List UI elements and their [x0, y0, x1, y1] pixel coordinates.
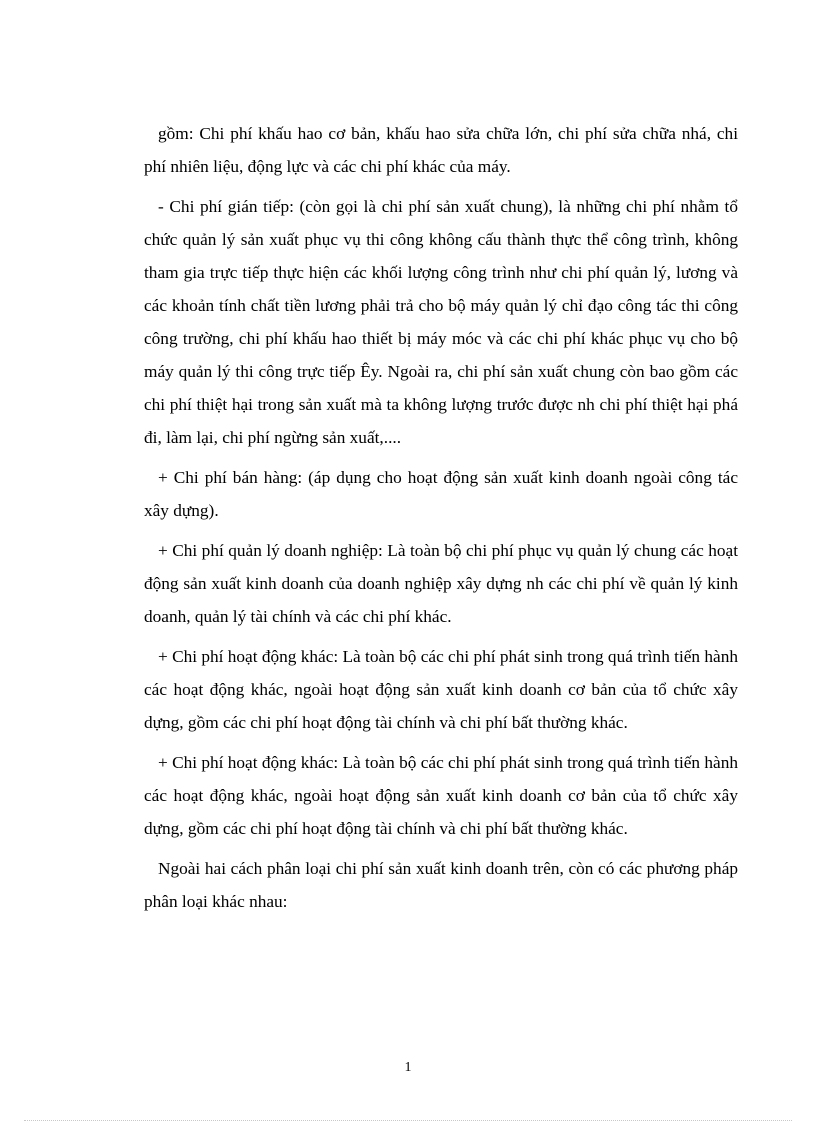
paragraph-management-costs: + Chi phí quản lý doanh nghiệp: Là toàn bộ chi phí phục vụ quản lý chung các hoạt động sản xuất kinh doanh của doanh nghiệp xây dựng nh các chi phí về quản lý kinh doanh, quản lý tài chính và các chi phí khác.: [144, 541, 738, 626]
page-number: 1: [404, 1060, 412, 1075]
page-bottom-divider: [24, 1120, 792, 1121]
paragraph-selling-costs: + Chi phí bán hàng: (áp dụng cho hoạt động sản xuất kinh doanh ngoài công tác xây dựng).: [144, 468, 738, 520]
paragraph-indirect-costs: - Chi phí gián tiếp: (còn gọi là chi phí sản xuất chung), là những chi phí nhằm tổ chức quản lý sản xuất phục vụ thi công không cấu thành thực thể công trình, không tham gia trực tiếp thực hiện các khối lượng công trình như chi phí quản lý, lương và các khoản tính chất tiền lương phải trả cho bộ máy quản lý chỉ đạo công tác thi công công trường, chi phí khấu hao thiết bị máy móc và các chi phí khác phục vụ cho bộ máy quản lý thi công trực tiếp Êy. Ngoài ra, chi phí sản xuất chung còn bao gồm các chi phí thiệt hại trong sản xuất mà ta không lượng trước được nh chi phí thiệt hại phá đi, làm lại, chi phí ngừng sản xuất,....: [144, 197, 738, 447]
paragraph-other-activity-costs: + Chi phí hoạt động khác: Là toàn bộ các chi phí phát sinh trong quá trình tiến hành các hoạt động khác, ngoài hoạt động sản xuất kinh doanh cơ bản của tổ chức xây dựng, gồm các chi phí hoạt động tài chính và chi phí bất thường khác.: [144, 647, 738, 732]
paragraph-machine-costs: gồm: Chi phí khấu hao cơ bản, khấu hao sửa chữa lớn, chi phí sửa chữa nhá, chi phí nhiên liệu, động lực và các chi phí khác của máy.: [144, 124, 738, 176]
body-text: [144, 117, 738, 925]
paragraph-other-classifications: Ngoài hai cách phân loại chi phí sản xuất kinh doanh trên, còn có các phương pháp phân loại khác nhau:: [144, 859, 738, 911]
paragraph-other-activity-costs-repeat: + Chi phí hoạt động khác: Là toàn bộ các chi phí phát sinh trong quá trình tiến hành các hoạt động khác, ngoài hoạt động sản xuất kinh doanh cơ bản của tổ chức xây dựng, gồm các chi phí hoạt động tài chính và chi phí bất thường khác.: [144, 753, 738, 838]
